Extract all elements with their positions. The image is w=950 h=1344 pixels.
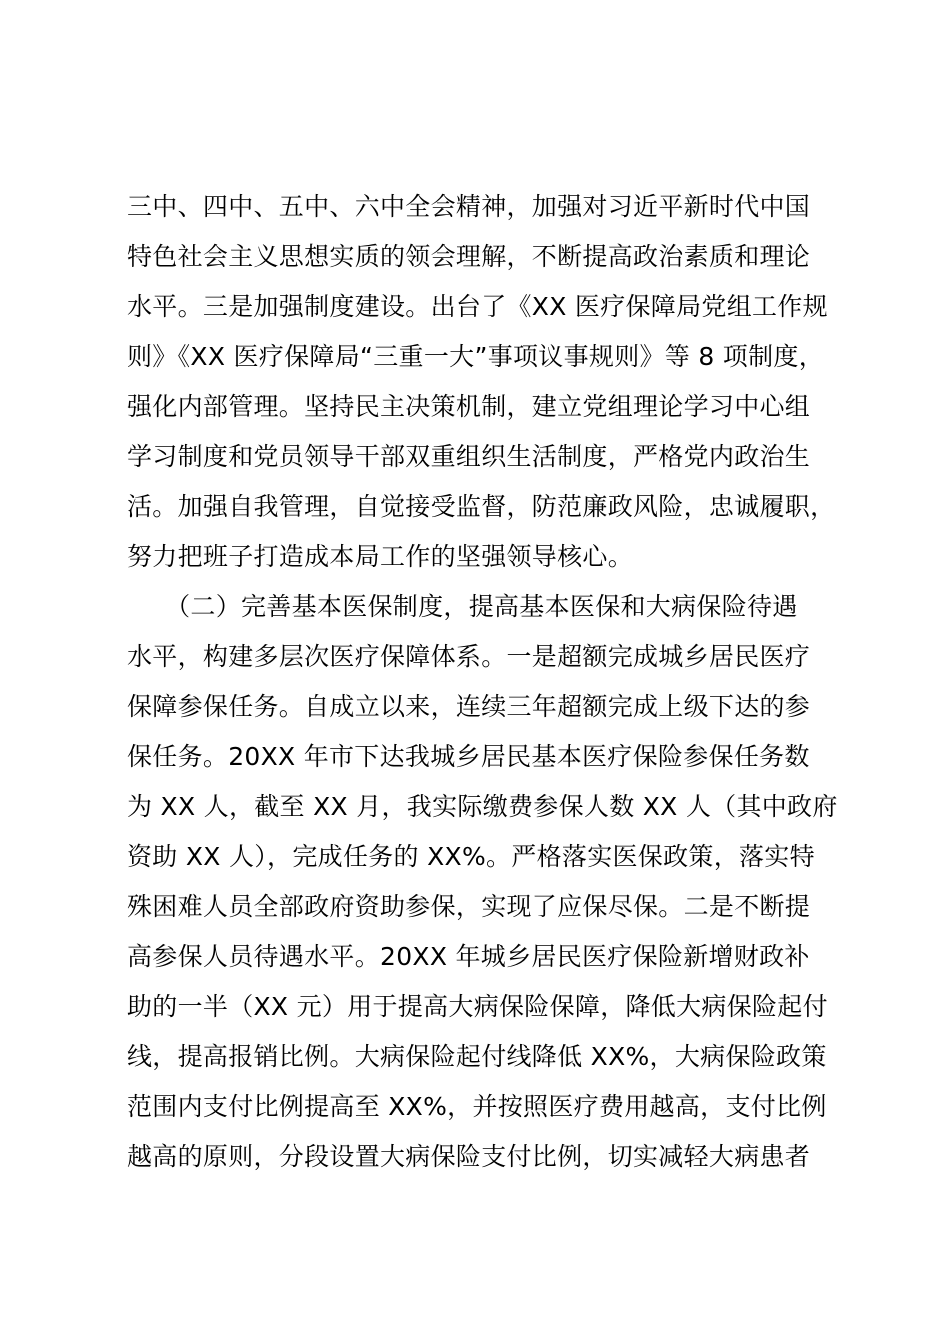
text-line: 殊困难人员全部政府资助参保，实现了应保尽保。二是不断提 (127, 892, 811, 921)
text-line: （二）完善基本医保制度，提高基本医保和大病保险待遇 (127, 592, 798, 621)
text-line: 资助 XX 人），完成任务的 XX%。严格落实医保政策，落实特 (127, 842, 815, 871)
text-line: 保障参保任务。自成立以来，连续三年超额完成上级下达的参 (127, 692, 811, 721)
text-line: 特色社会主义思想实质的领会理解，不断提高政治素质和理论 (127, 242, 811, 271)
text-line: 则》《XX 医疗保障局“三重一大”事项议事规则》等 8 项制度， (127, 342, 825, 371)
text-line: 水平。三是加强制度建设。出台了《XX 医疗保障局党组工作规 (127, 292, 828, 321)
text-line: 越高的原则，分段设置大病保险支付比例，切实减轻大病患者 (127, 1142, 811, 1171)
text-line: 为 XX 人，截至 XX 月，我实际缴费参保人数 XX 人（其中政府 (127, 792, 838, 821)
text-line: 努力把班子打造成本局工作的坚强领导核心。 (127, 542, 634, 571)
text-line: 高参保人员待遇水平。20XX 年城乡居民医疗保险新增财政补 (127, 942, 810, 971)
text-line: 活。加强自我管理，自觉接受监督，防范廉政风险，忠诚履职， (127, 492, 836, 521)
text-line: 保任务。20XX 年市下达我城乡居民基本医疗保险参保任务数 (127, 742, 810, 771)
text-line: 强化内部管理。坚持民主决策机制，建立党组理论学习中心组 (127, 392, 811, 421)
text-line: 三中、四中、五中、六中全会精神，加强对习近平新时代中国 (127, 192, 811, 221)
text-line: 线，提高报销比例。大病保险起付线降低 XX%，大病保险政策 (127, 1042, 827, 1071)
text-line: 助的一半（XX 元）用于提高大病保险保障，降低大病保险起付 (127, 992, 828, 1021)
body-text (127, 182, 867, 1182)
text-line: 水平，构建多层次医疗保障体系。一是超额完成城乡居民医疗 (127, 642, 811, 671)
text-line: 学习制度和党员领导干部双重组织生活制度，严格党内政治生 (127, 442, 811, 471)
text-line: 范围内支付比例提高至 XX%，并按照医疗费用越高，支付比例 (127, 1092, 827, 1121)
